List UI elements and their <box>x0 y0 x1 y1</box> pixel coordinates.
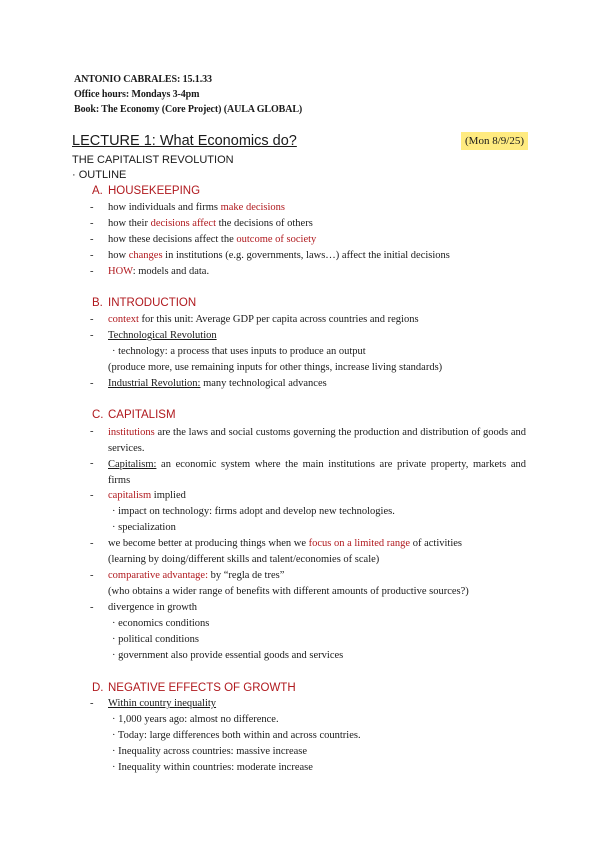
bullet-dash: - <box>90 538 94 549</box>
list-item: context for this unit: Average GDP per capita across countries and regions <box>108 314 419 325</box>
bullet-dash: - <box>90 698 94 709</box>
bullet-dash: - <box>90 314 94 325</box>
author-line: ANTONIO CABRALES: 15.1.33 <box>74 74 212 85</box>
section-letter: A. <box>92 185 103 197</box>
lecture-subtitle: THE CAPITALIST REVOLUTION <box>72 154 234 166</box>
sub-item: (who obtains a wider range of benefits with different amounts of productive sources?) <box>108 586 469 597</box>
section-title: NEGATIVE EFFECTS OF GROWTH <box>108 682 296 694</box>
section-letter: B. <box>92 297 103 309</box>
section-title: CAPITALISM <box>108 409 176 421</box>
bullet-dash: - <box>90 426 94 437</box>
bullet-dash: - <box>90 458 94 469</box>
sub-item: (produce more, use remaining inputs for other things, increase living standards) <box>108 362 443 373</box>
office-hours-line: Office hours: Mondays 3-4pm <box>74 89 200 100</box>
bullet-dash: - <box>90 490 94 501</box>
list-item: Technological Revolution <box>108 330 217 341</box>
section-b-heading <box>92 297 196 309</box>
list-item: how individuals and firms make decisions <box>108 202 286 213</box>
list-item: how changes in institutions (e.g. governments, laws…) affect the initial decisions <box>108 250 450 261</box>
sub-item: · economics conditions <box>112 618 210 629</box>
section-letter: C. <box>92 409 104 421</box>
bullet-dash: - <box>90 266 94 277</box>
section-d-heading <box>92 682 296 694</box>
sub-item: · political conditions <box>112 634 199 645</box>
list-item: Capitalism: an economic system where the main institutions are private property, markets and firms <box>108 459 526 486</box>
bullet-dash: - <box>90 234 94 245</box>
section-a-heading <box>92 185 200 197</box>
bullet-dash: - <box>90 602 94 613</box>
section-letter: D. <box>92 682 104 694</box>
bullet-dash: - <box>90 378 94 389</box>
bullet-dash: - <box>90 330 94 341</box>
list-item: Industrial Revolution: many technological advances <box>108 378 327 389</box>
lecture-date: (Mon 8/9/25) <box>461 132 528 150</box>
sub-item: · technology: a process that uses inputs to produce an output <box>112 346 366 357</box>
list-item: how their decisions affect the decisions of others <box>108 218 313 229</box>
sub-item: (learning by doing/different skills and talent/economies of scale) <box>108 554 380 565</box>
sub-item: · impact on technology: firms adopt and develop new technologies. <box>112 506 395 517</box>
list-item: Within country inequality <box>108 698 217 709</box>
sub-item: · 1,000 years ago: almost no difference. <box>112 714 279 725</box>
bullet-dash: - <box>90 202 94 213</box>
section-c-heading <box>92 409 176 421</box>
list-item: how these decisions affect the outcome of society <box>108 234 317 245</box>
list-item: institutions are the laws and social customs governing the production and distribution of goods and services. <box>108 427 526 454</box>
bullet-dash: - <box>90 570 94 581</box>
sub-item: · government also provide essential goods and services <box>112 650 344 661</box>
bullet-dash: - <box>90 250 94 261</box>
section-title: INTRODUCTION <box>108 297 197 309</box>
list-item: HOW: models and data. <box>108 266 210 277</box>
sub-item: · specialization <box>112 522 176 533</box>
bullet-dash: - <box>90 218 94 229</box>
section-title: HOUSEKEEPING <box>108 185 201 197</box>
sub-item: · Today: large differences both within and across countries. <box>112 730 361 741</box>
lecture-title: LECTURE 1: What Economics do? <box>72 133 297 149</box>
outline-heading: · OUTLINE <box>72 169 127 181</box>
list-item: we become better at producing things when we focus on a limited range of activities <box>108 538 462 549</box>
sub-item: · Inequality within countries: moderate increase <box>112 762 313 773</box>
list-item: divergence in growth <box>108 602 198 613</box>
list-item: comparative advantage: by “regla de tres” <box>108 570 285 581</box>
list-item: capitalism implied <box>108 490 186 501</box>
book-line: Book: The Economy (Core Project) (AULA GLOBAL) <box>74 104 303 115</box>
sub-item: · Inequality across countries: massive increase <box>112 746 308 757</box>
